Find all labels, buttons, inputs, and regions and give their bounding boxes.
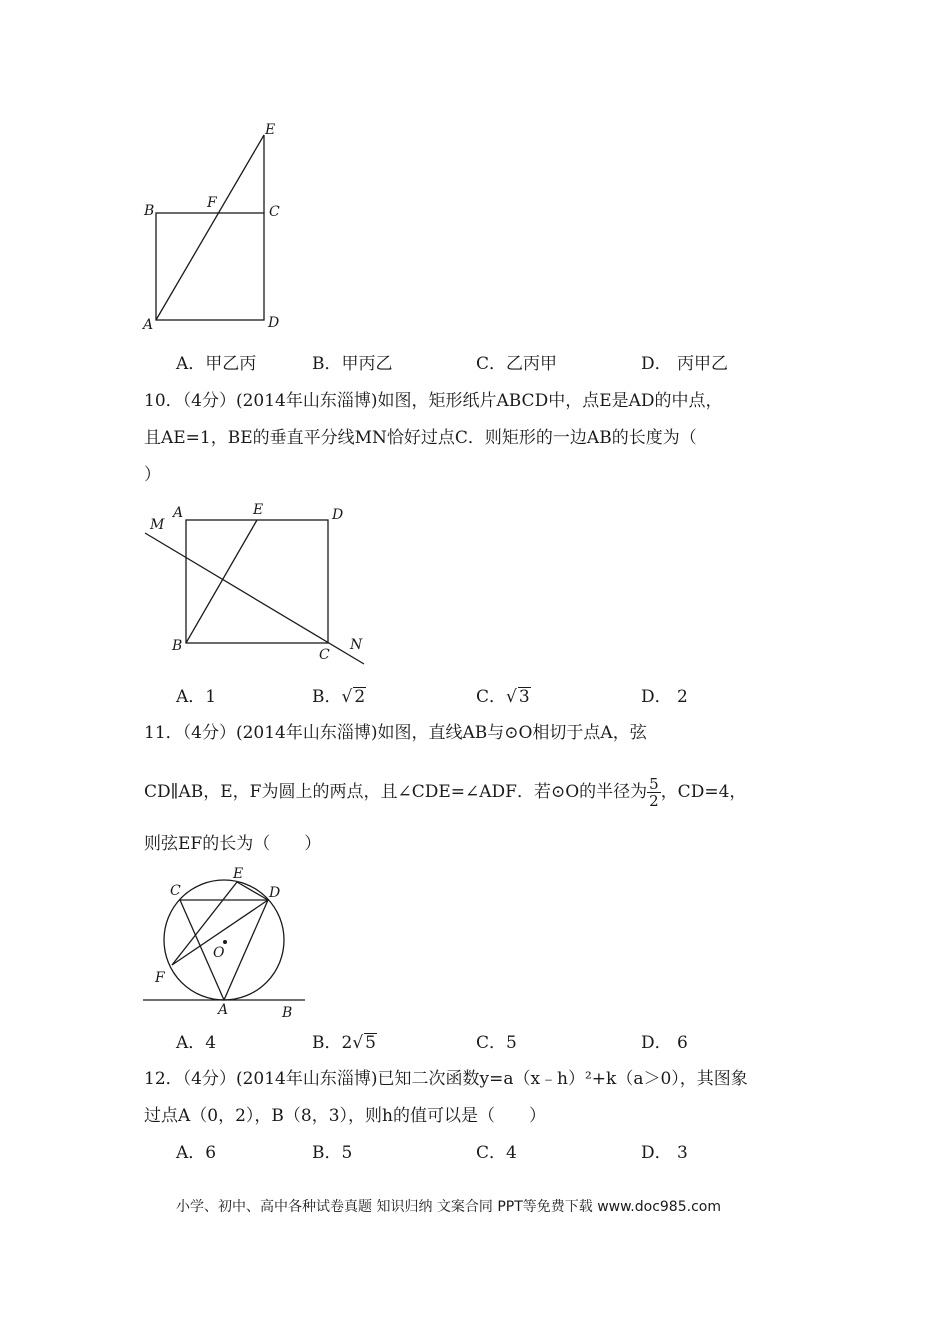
square-abcd [156,213,264,320]
q9-figure [140,118,300,338]
label-f: F [207,195,217,211]
rectangle-abcd [186,520,328,643]
label-c: C [170,883,181,899]
q11-option-d: D． 6 [641,1033,688,1053]
label-d: D [332,507,344,523]
label-f: F [155,970,165,986]
center-point [223,940,227,944]
label-b: B [282,1005,293,1021]
label-d: D [268,315,280,331]
label-e: E [253,502,264,518]
label-b: B [144,203,155,219]
q9-option-a: A．甲乙丙 [176,354,257,374]
chord-ef [172,882,237,965]
label-e: E [265,122,276,138]
radicand: 3 [518,687,530,707]
label-c: C [269,204,280,220]
q11-stem-line1: 11．（4分）(2014年山东淄博)如图，直线AB与⊙O相切于点A，弦 [144,723,647,743]
q10-option-c: C．√ 3 [476,687,530,707]
label-n: N [350,637,363,653]
radicand: 5 [365,1033,376,1053]
label-e: E [233,866,244,882]
q10-option-b: B．√ 2 [312,687,366,707]
fraction-radius: $\frac{5}{2}$ [649,775,659,810]
q11-figure [140,862,310,1022]
q11-option-b: B．2√ 5 [312,1033,376,1053]
label-a: A [173,505,184,521]
radicand: 2 [354,687,366,707]
q10-stem-line1: 10．（4分）(2014年山东淄博)如图，矩形纸片ABCD中，点E是AD的中点， [144,391,723,411]
line-ae [156,135,264,320]
q12-stem-line1: 12．（4分）(2014年山东淄博)已知二次函数y=a（x﹣h）²+k（a＞0），其图象 [144,1069,748,1089]
q10-stem-line2: 且AE=1，BE的垂直平分线MN恰好过点C．则矩形的一边AB的长度为（ [144,428,697,448]
label-a: A [143,317,154,333]
label-c: C [319,647,330,663]
sqrt-symbol: √ [341,687,353,707]
q9-option-b: B．甲丙乙 [312,354,393,374]
q12-stem-line2: 过点A（0，2），B（8，3），则h的值可以是（ ） [144,1106,546,1126]
label-a: A [218,1002,229,1018]
label-o: O [213,945,225,961]
label-m: M [150,517,165,533]
q12-option-a: A．6 [176,1143,217,1163]
q11-option-c: C．5 [476,1033,517,1053]
q9-option-d: D． 丙甲乙 [641,354,729,374]
label-b: B [172,638,183,654]
label-d: D [269,885,281,901]
footer-text: 小学、初中、高中各种试卷真题 知识归纳 文案合同 PPT等免费下载 www.doc985.com [176,1199,721,1215]
q11-stem-line3: 则弦EF的长为（ ） [144,834,322,854]
q10-option-a: A．1 [176,687,217,707]
sqrt-symbol: √ [506,687,517,707]
line-be [186,520,257,643]
q12-option-d: D． 3 [641,1143,688,1163]
chord-ed [237,882,268,900]
q10-stem-line3: ） [144,465,161,485]
q12-option-c: C．4 [476,1143,517,1163]
q9-option-c: C．乙丙甲 [476,354,558,374]
q11-stem-line2: CD∥AB，E，F为圆上的两点，且∠CDE=∠ADF．若⊙O的半径为 $\frac{5}{2}$ ，CD=4， [144,775,747,810]
q10-figure [140,498,380,670]
sqrt-symbol: √ [352,1033,364,1053]
q12-option-b: B．5 [312,1143,353,1163]
q11-option-a: A．4 [176,1033,217,1053]
q10-option-d: D． 2 [641,687,688,707]
